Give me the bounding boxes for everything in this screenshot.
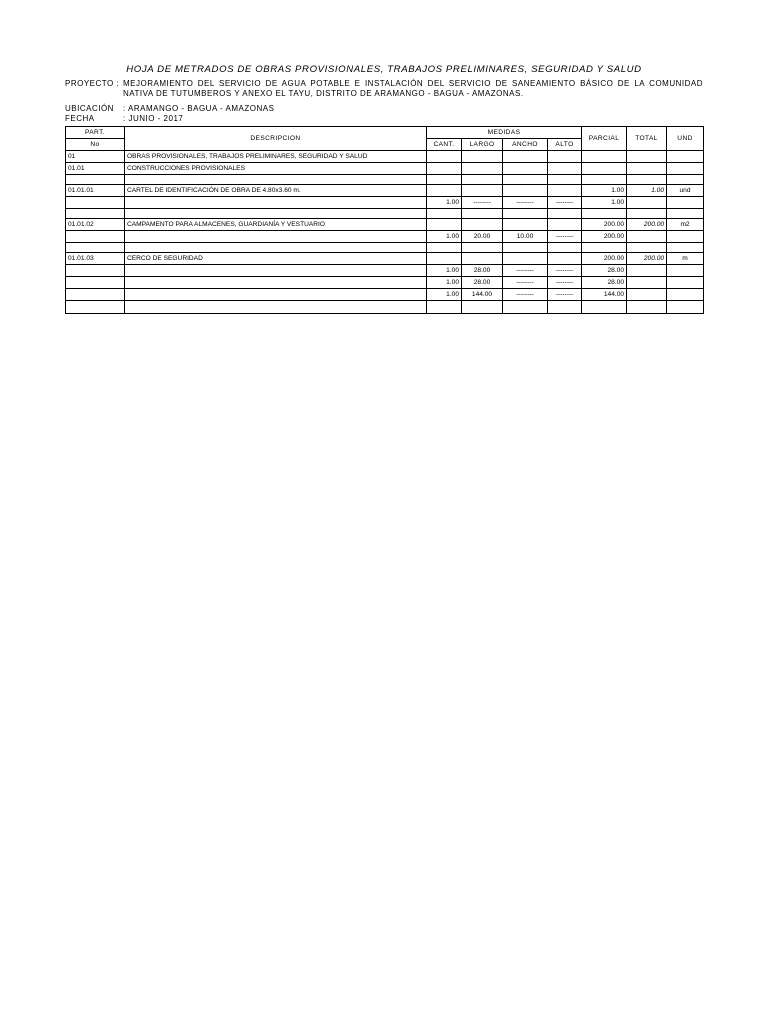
cell-part — [66, 209, 125, 219]
cell-total: 200.00 — [627, 253, 667, 265]
cell-total — [627, 163, 667, 175]
cell-part — [66, 231, 125, 243]
cell-cant — [427, 163, 462, 175]
cell-largo — [462, 163, 503, 175]
proyecto-value: MEJORAMIENTO DEL SERVICIO DE AGUA POTABLE E INSTALACIÓN DEL SERVICIO DE SANEAMIENTO BÁSICO DE LA COMUNIDAD NATIVA DE TUTUMBEROS Y ANEXO EL TAYU, DISTRITO DE ARAMANGO - BAGUA - AMAZONAS. — [123, 79, 703, 98]
cell-und — [667, 197, 704, 209]
cell-alto — [548, 175, 582, 185]
cell-descripcion — [125, 277, 427, 289]
cell-ancho: 10.00 — [503, 231, 548, 243]
cell-cant — [427, 175, 462, 185]
sheet-title: HOJA DE METRADOS DE OBRAS PROVISIONALES, TRABAJOS PRELIMINARES, SEGURIDAD Y SALUD — [126, 64, 642, 75]
cell-und — [667, 301, 704, 314]
cell-und: und — [667, 185, 704, 197]
header-ancho: ANCHO — [503, 139, 548, 151]
cell-largo — [462, 151, 503, 163]
cell-ancho — [503, 243, 548, 253]
cell-alto — [548, 185, 582, 197]
cell-cant: 1.00 — [427, 289, 462, 301]
cell-total — [627, 265, 667, 277]
cell-largo — [462, 209, 503, 219]
cell-largo — [462, 219, 503, 231]
cell-und — [667, 151, 704, 163]
cell-und — [667, 163, 704, 175]
table-row — [66, 243, 704, 253]
table-row — [66, 197, 704, 209]
cell-alto — [548, 301, 582, 314]
table-row — [66, 289, 704, 301]
cell-part — [66, 301, 125, 314]
cell-alto — [548, 243, 582, 253]
header-und: UND — [667, 127, 704, 151]
header-medidas: MEDIDAS — [427, 127, 582, 139]
cell-total — [627, 243, 667, 253]
cell-total — [627, 197, 667, 209]
cell-ancho: -------- — [503, 289, 548, 301]
cell-largo: 28.00 — [462, 265, 503, 277]
table-row — [66, 253, 704, 265]
cell-ancho: -------- — [503, 265, 548, 277]
header-descripcion: DESCRIPCION — [125, 127, 427, 151]
cell-descripcion: CERCO DE SEGURIDAD — [125, 253, 427, 265]
cell-ancho — [503, 163, 548, 175]
table-row — [66, 265, 704, 277]
cell-parcial: 28.00 — [582, 277, 627, 289]
cell-ancho: -------- — [503, 197, 548, 209]
cell-total — [627, 151, 667, 163]
header-largo: LARGO — [462, 139, 503, 151]
ubicacion-value: : ARAMANGO - BAGUA - AMAZONAS — [123, 104, 275, 113]
table-row — [66, 277, 704, 289]
header-alto: ALTO — [548, 139, 582, 151]
header-part: PART. — [66, 127, 125, 139]
ubicacion-label: UBICACIÓN — [65, 104, 114, 113]
cell-part — [66, 277, 125, 289]
cell-part — [66, 265, 125, 277]
cell-part: 01.01.02 — [66, 219, 125, 231]
cell-part — [66, 197, 125, 209]
cell-und — [667, 277, 704, 289]
cell-parcial: 1.00 — [582, 197, 627, 209]
cell-parcial: 200.00 — [582, 253, 627, 265]
cell-ancho — [503, 219, 548, 231]
cell-und: m — [667, 253, 704, 265]
header-parcial: PARCIAL — [582, 127, 627, 151]
table-row — [66, 175, 704, 185]
cell-und — [667, 265, 704, 277]
header-total: TOTAL — [627, 127, 667, 151]
cell-descripcion — [125, 301, 427, 314]
cell-part: 01 — [66, 151, 125, 163]
cell-largo: 28.00 — [462, 277, 503, 289]
cell-total — [627, 289, 667, 301]
cell-ancho — [503, 185, 548, 197]
cell-parcial — [582, 175, 627, 185]
table-row — [66, 231, 704, 243]
cell-descripcion: CARTEL DE IDENTIFICACIÓN DE OBRA DE 4.80x3.60 m. — [125, 185, 427, 197]
cell-descripcion — [125, 231, 427, 243]
cell-descripcion — [125, 243, 427, 253]
cell-parcial: 200.00 — [582, 231, 627, 243]
cell-largo: -------- — [462, 197, 503, 209]
cell-descripcion — [125, 265, 427, 277]
cell-cant — [427, 151, 462, 163]
fecha-value: : JUNIO - 2017 — [123, 114, 184, 123]
ubicacion-row — [65, 104, 703, 114]
cell-ancho — [503, 209, 548, 219]
cell-total — [627, 209, 667, 219]
table-row — [66, 185, 704, 197]
cell-descripcion: OBRAS PROVISIONALES, TRABAJOS PRELIMINARES, SEGURIDAD Y SALUD — [125, 151, 427, 163]
table-row — [66, 301, 704, 314]
cell-parcial — [582, 243, 627, 253]
project-meta — [65, 79, 703, 124]
cell-ancho — [503, 301, 548, 314]
cell-parcial — [582, 163, 627, 175]
cell-alto — [548, 219, 582, 231]
cell-und — [667, 231, 704, 243]
cell-total — [627, 301, 667, 314]
cell-und — [667, 209, 704, 219]
metrado-sheet — [65, 64, 703, 314]
cell-alto — [548, 151, 582, 163]
table-row — [66, 163, 704, 175]
cell-part — [66, 243, 125, 253]
cell-parcial — [582, 151, 627, 163]
header-cant: CANT. — [427, 139, 462, 151]
proyecto-label: PROYECTO : — [65, 79, 120, 88]
cell-descripcion — [125, 197, 427, 209]
cell-descripcion: CAMPAMENTO PARA ALMACENES, GUARDIANÍA Y VESTUARIO — [125, 219, 427, 231]
cell-cant — [427, 209, 462, 219]
table-row — [66, 219, 704, 231]
cell-total: 200.00 — [627, 219, 667, 231]
cell-cant — [427, 185, 462, 197]
table-row — [66, 151, 704, 163]
cell-ancho: -------- — [503, 277, 548, 289]
cell-largo — [462, 185, 503, 197]
cell-total — [627, 175, 667, 185]
header-no: No — [66, 139, 125, 151]
fecha-row — [65, 114, 703, 124]
cell-descripcion — [125, 209, 427, 219]
cell-part — [66, 175, 125, 185]
cell-und — [667, 175, 704, 185]
cell-parcial — [582, 301, 627, 314]
cell-parcial — [582, 209, 627, 219]
cell-descripcion — [125, 289, 427, 301]
metrado-table — [65, 126, 704, 314]
cell-cant: 1.00 — [427, 197, 462, 209]
cell-parcial: 28.00 — [582, 265, 627, 277]
cell-alto: -------- — [548, 265, 582, 277]
cell-cant — [427, 219, 462, 231]
cell-und — [667, 243, 704, 253]
cell-ancho — [503, 175, 548, 185]
cell-largo — [462, 175, 503, 185]
table-body — [66, 151, 704, 314]
cell-largo — [462, 253, 503, 265]
cell-alto: -------- — [548, 289, 582, 301]
cell-ancho — [503, 253, 548, 265]
cell-part — [66, 289, 125, 301]
cell-cant: 1.00 — [427, 231, 462, 243]
cell-descripcion — [125, 175, 427, 185]
cell-parcial: 1.00 — [582, 185, 627, 197]
cell-alto: -------- — [548, 197, 582, 209]
cell-parcial: 144.00 — [582, 289, 627, 301]
cell-cant — [427, 243, 462, 253]
cell-part: 01.01.01 — [66, 185, 125, 197]
cell-largo: 144.00 — [462, 289, 503, 301]
proyecto-row — [65, 79, 703, 99]
table-row — [66, 209, 704, 219]
cell-ancho — [503, 151, 548, 163]
cell-alto: -------- — [548, 277, 582, 289]
cell-cant — [427, 253, 462, 265]
cell-total — [627, 231, 667, 243]
cell-parcial: 200.00 — [582, 219, 627, 231]
cell-alto — [548, 209, 582, 219]
cell-descripcion: CONSTRUCCIONES PROVISIONALES — [125, 163, 427, 175]
cell-total: 1.00 — [627, 185, 667, 197]
cell-und: m2 — [667, 219, 704, 231]
fecha-label: FECHA — [65, 114, 95, 123]
cell-cant — [427, 301, 462, 314]
cell-cant: 1.00 — [427, 265, 462, 277]
cell-largo: 20.00 — [462, 231, 503, 243]
cell-largo — [462, 243, 503, 253]
cell-und — [667, 289, 704, 301]
cell-alto: -------- — [548, 231, 582, 243]
cell-cant: 1.00 — [427, 277, 462, 289]
cell-part: 01.01.03 — [66, 253, 125, 265]
cell-total — [627, 277, 667, 289]
cell-part: 01.01 — [66, 163, 125, 175]
cell-alto — [548, 253, 582, 265]
cell-largo — [462, 301, 503, 314]
cell-alto — [548, 163, 582, 175]
